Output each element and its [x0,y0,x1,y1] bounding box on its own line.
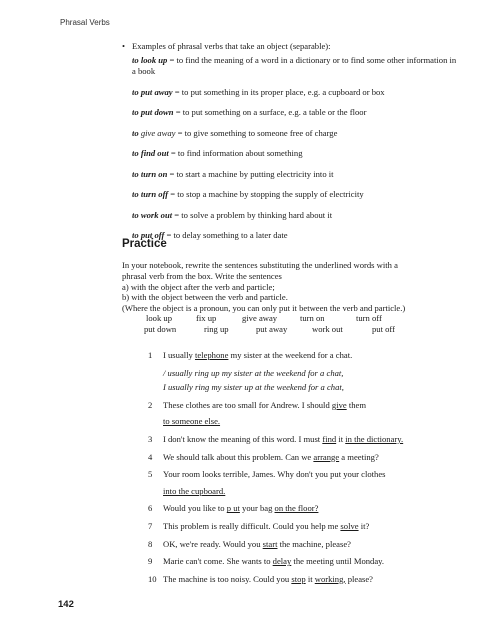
example-put-down: to put down = to put something on a surface, e.g. a table or the floor [132,107,367,117]
exercise-item-2: 2 These clothes are too small for Andrew. I should give them to someone else. [148,400,468,427]
example-turn-off: to turn off = to stop a machine by stopping the supply of electricity [132,189,364,199]
example-give-away: to give away = to give something to someone free of charge [132,127,338,138]
answer-b: I usually ring my sister up at the weekend for a chat, [163,382,344,393]
exercise-item-5-continuation: into the cupboard. [163,485,226,496]
exercise-item-8: 8 OK, we're ready. Would you start the machine, please? [148,538,351,549]
practice-heading: Practice [122,238,167,250]
exercise-item-9: 9 Marie can't come. She wants to delay the meeting until Monday. [148,556,385,567]
exercise-item-5: 5 Your room looks terrible, James. Why don't you put your clothes into the cupboard. [148,469,468,496]
exercise-item-10: 10 The machine is too noisy. Could you stop it working, please? [148,573,373,584]
examples-section [122,41,462,251]
practice-instructions: In your notebook, rewrite the sentences substituting the underlined words with a phrasal verb from the box. Write the sentences a) with the object after the verb and particle; b) with the object between the verb and particle. (Where the object is a pronoun, you can only put it between the verb and particle.) [122,260,406,314]
exercise-list [148,350,468,584]
exercise-item-4: 4 We should talk about this problem. Can we arrange a meeting? [148,451,379,462]
exercise-item-2-continuation: to someone else. [163,416,221,427]
example-put-away: to put away = to put something in its proper place, e.g. a cupboard or box [132,86,385,97]
example-find-out: to find out = to find information about something [132,148,303,158]
examples-intro: • Examples of phrasal verbs that take an object (separable): [122,41,331,51]
exercise-item-1: 1 I usually telephone my sister at the weekend for a chat. / usually ring up my sister at the weekend for a chat, I usually ring my sister up at the weekend for a chat, [148,350,468,393]
exercise-item-7: 7 This problem is really difficult. Could you help me solve it? [148,520,370,531]
exercise-item-6: 6 Would you like to p ut your bag on the floor? [148,503,319,514]
bullet-icon: • [122,41,126,51]
example-put-off: to put off = to delay something to a later date [132,230,288,240]
running-head: Phrasal Verbs [60,18,110,27]
example-look-up: to look up = to find the meaning of a word in a dictionary or to find some other information in a book [132,55,457,76]
exercise-item-3: 3 I don't know the meaning of this word. I must find it in the dictionary. [148,433,404,444]
example-work-out: to work out = to solve a problem by thinking hard about it [132,209,333,220]
example-turn-on: to turn on = to start a machine by putting electricity into it [132,168,334,179]
answer-a: / usually ring up my sister at the weekend for a chat, [163,367,344,378]
page-number: 142 [58,599,74,610]
